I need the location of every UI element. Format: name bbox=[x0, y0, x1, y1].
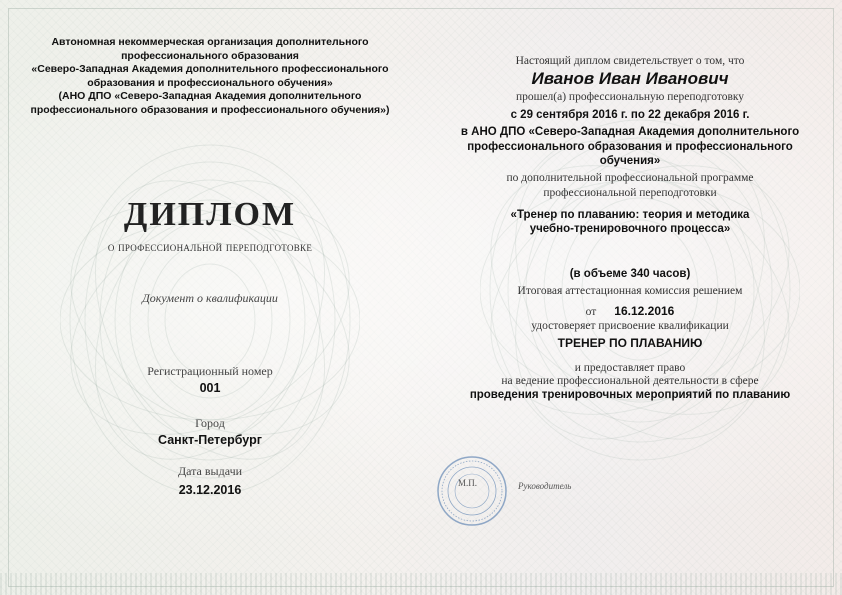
issue-date-label: Дата выдачи bbox=[177, 464, 243, 478]
program-line: по дополнительной профессиональной программе bbox=[506, 172, 754, 184]
grants-text: и предоставляет право bbox=[574, 362, 686, 374]
city-value: Санкт-Петербург bbox=[158, 433, 262, 447]
diploma-subtitle: о профессиональной переподготовке bbox=[107, 240, 313, 254]
graduate-name: Иванов Иван Иванович bbox=[531, 69, 729, 88]
institution-line: профессионального образования и профессионального bbox=[467, 140, 793, 153]
org-line: профессионального образования и профессионального обучения») bbox=[30, 103, 390, 116]
course-line: учебно-тренировочного процесса» bbox=[529, 223, 731, 235]
diploma-title: ДИПЛОМ bbox=[123, 196, 297, 233]
round-seal-stamp bbox=[436, 455, 508, 527]
org-line: образования и профессионального обучения» bbox=[87, 76, 333, 89]
city-label: Город bbox=[195, 416, 225, 430]
head-signature-label: Руководитель bbox=[518, 481, 572, 491]
program-line: профессиональной переподготовки bbox=[543, 187, 717, 199]
decorative-bottom-band bbox=[0, 573, 842, 595]
org-line: Автономная некоммерческая организация дополнительного bbox=[51, 36, 369, 48]
issue-date: 23.12.2016 bbox=[178, 483, 242, 497]
passed-text: прошел(а) профессиональную переподготовку bbox=[515, 91, 745, 103]
study-period: с 29 сентября 2016 г. по 22 декабря 2016 г. bbox=[510, 109, 750, 121]
commission-text: Итоговая аттестационная комиссия решением bbox=[517, 285, 743, 297]
org-line: (АНО ДПО «Северо-Западная Академия дополнительного bbox=[58, 90, 362, 102]
decision-date: 16.12.2016 bbox=[614, 304, 675, 318]
course-line: «Тренер по плаванию: теория и методика bbox=[510, 209, 750, 221]
course-name bbox=[440, 208, 820, 236]
intro-text: Настоящий диплом свидетельствует о том, что bbox=[515, 55, 745, 67]
issuing-organization bbox=[20, 36, 400, 117]
org-line: профессионального образования bbox=[121, 49, 299, 62]
document-kind: Документ о квалификации bbox=[142, 291, 278, 305]
program-description bbox=[440, 171, 820, 201]
institution-line: в АНО ДПО «Северо-Западная Академия дополнительного bbox=[460, 126, 800, 138]
registration-number: 001 bbox=[199, 381, 221, 395]
course-hours: (в объеме 340 часов) bbox=[569, 268, 691, 280]
activity-label: на ведение профессиональной деятельности в сфере bbox=[501, 375, 759, 387]
left-guilloche-rosette bbox=[60, 130, 360, 510]
institution-name bbox=[440, 125, 820, 169]
from-label: от bbox=[585, 306, 597, 318]
registration-label: Регистрационный номер bbox=[147, 364, 273, 378]
activity-field: проведения тренировочных мероприятий по плаванию bbox=[469, 389, 791, 401]
certifies-text: удостоверяет присвоение квалификации bbox=[531, 320, 729, 332]
decision-date-row bbox=[440, 302, 820, 320]
institution-line: обучения» bbox=[599, 155, 661, 167]
qualification-title: ТРЕНЕР ПО ПЛАВАНИЮ bbox=[557, 336, 703, 350]
org-line: «Северо-Западная Академия дополнительного профессионального bbox=[31, 63, 389, 75]
stamp-place-label: М.П. bbox=[458, 478, 478, 488]
